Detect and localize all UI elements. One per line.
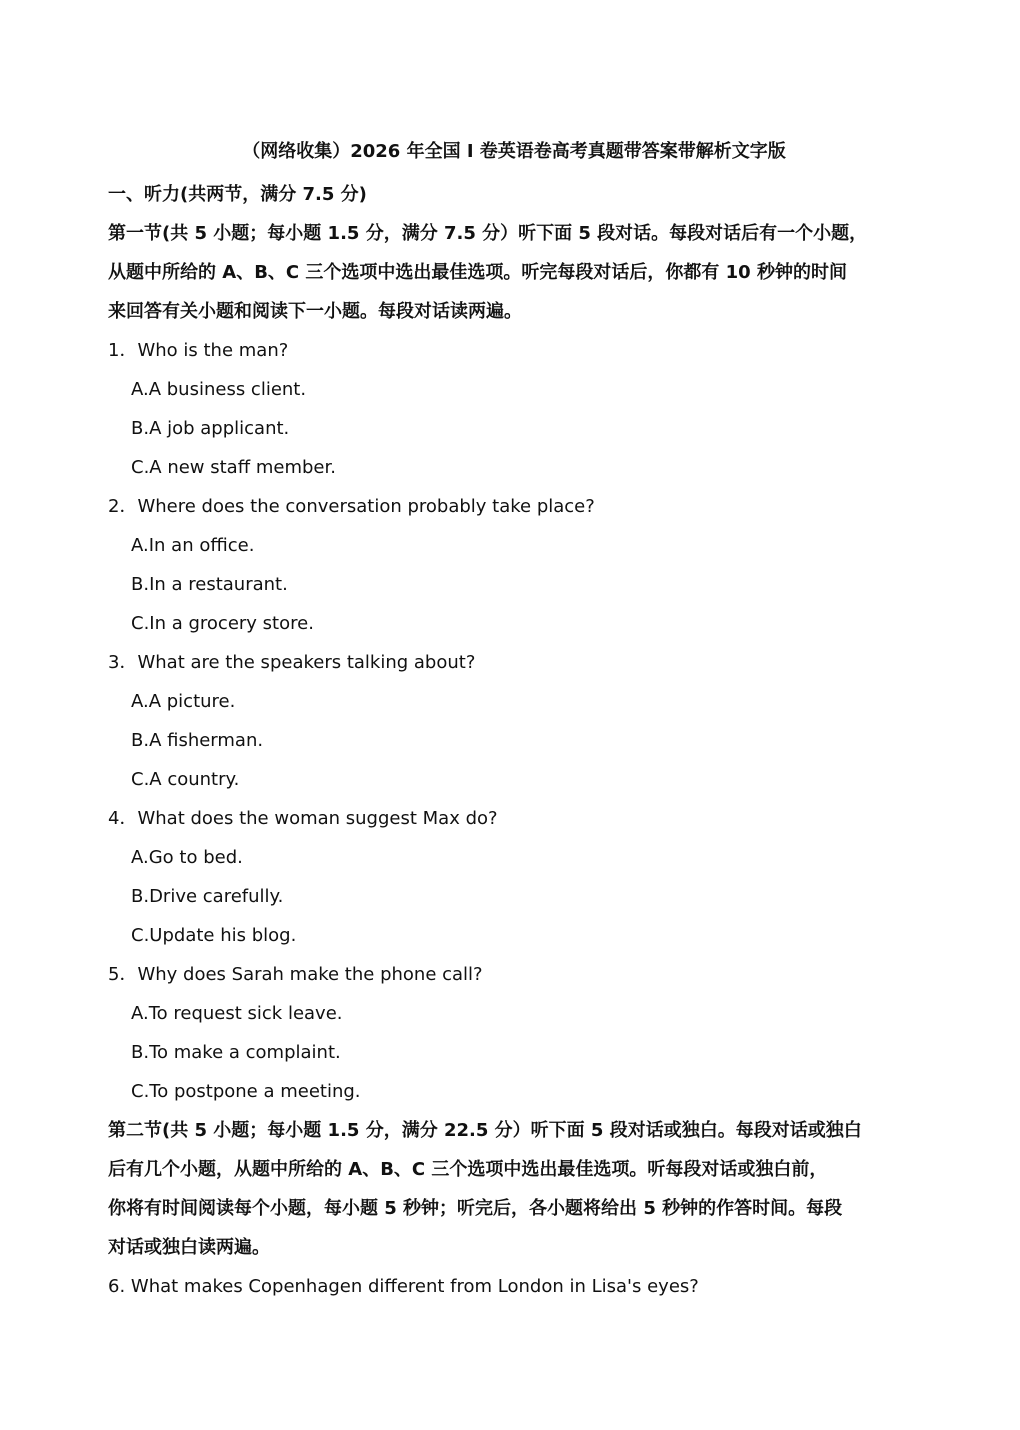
option-c: C.To postpone a meeting.	[131, 1081, 361, 1102]
option-a: A.A picture.	[131, 691, 236, 712]
section2-line: 你将有时间阅读每个小题，每小题 5 秒钟；听完后，各小题将给出 5 秒钟的作答时间。每段	[108, 1198, 843, 1219]
section1-instructions	[108, 214, 920, 331]
option-b: B.To make a complaint.	[131, 1042, 341, 1063]
question-4	[108, 799, 920, 955]
option-c: C.A new staff member.	[131, 457, 336, 478]
section1-line: 第一节(共 5 小题；每小题 1.5 分，满分 7.5 分）听下面 5 段对话。每段对话后有一个小题，	[108, 223, 868, 244]
question-stem: 4．What does the woman suggest Max do?	[108, 808, 498, 829]
question-1	[108, 331, 920, 487]
part-heading: 一、听力(共两节，满分 7.5 分)	[108, 184, 367, 205]
option-c: C.A country.	[131, 769, 240, 790]
exam-page	[108, 136, 920, 1306]
option-b: B.A fisherman.	[131, 730, 264, 751]
option-c: C.Update his blog.	[131, 925, 297, 946]
question-stem: 3．What are the speakers talking about?	[108, 652, 476, 673]
option-a: A.A business client.	[131, 379, 307, 400]
option-a: A.In an office.	[131, 535, 255, 556]
option-b: B.A job applicant.	[131, 418, 290, 439]
option-b: B.Drive carefully.	[131, 886, 284, 907]
question-2	[108, 487, 920, 643]
section2-line: 对话或独白读两遍。	[108, 1237, 270, 1258]
question-stem: 5．Why does Sarah make the phone call?	[108, 964, 483, 985]
option-c: C.In a grocery store.	[131, 613, 314, 634]
option-b: B.In a restaurant.	[131, 574, 288, 595]
question-6-stem: 6. What makes Copenhagen different from London in Lisa's eyes?	[108, 1276, 699, 1297]
question-3	[108, 643, 920, 799]
section1-line: 来回答有关小题和阅读下一小题。每段对话读两遍。	[108, 301, 522, 322]
section2-line: 第二节(共 5 小题；每小题 1.5 分，满分 22.5 分）听下面 5 段对话或独白。每段对话或独白	[108, 1120, 862, 1141]
option-a: A.Go to bed.	[131, 847, 243, 868]
page-title: （网络收集）2026 年全国 I 卷英语卷高考真题带答案带解析文字版	[242, 141, 786, 162]
section2-line: 后有几个小题，从题中所给的 A、B、C 三个选项中选出最佳选项。听每段对话或独白前，	[108, 1159, 828, 1180]
option-a: A.To request sick leave.	[131, 1003, 343, 1024]
question-5	[108, 955, 920, 1111]
question-stem: 2．Where does the conversation probably take place?	[108, 496, 595, 517]
section1-line: 从题中所给的 A、B、C 三个选项中选出最佳选项。听完每段对话后，你都有 10 秒钟的时间	[108, 262, 847, 283]
question-stem: 1．Who is the man?	[108, 340, 289, 361]
section2-instructions	[108, 1111, 920, 1267]
